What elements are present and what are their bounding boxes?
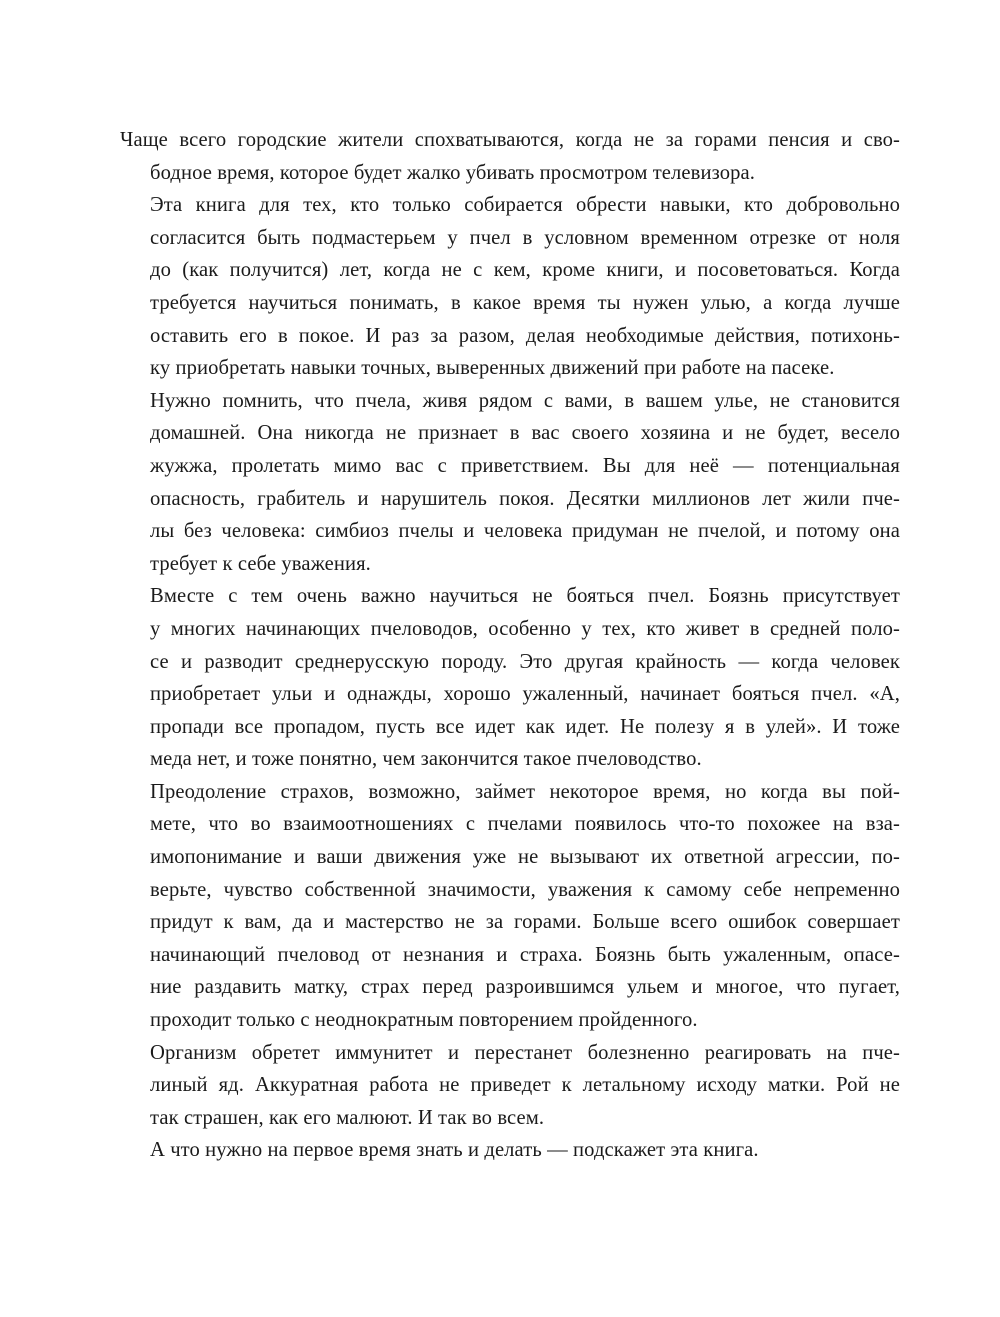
text-line: опасность, грабитель и нарушитель покоя. Десятки миллионов лет жили пче-	[150, 487, 900, 510]
text-line: требуется научиться понимать, в какое время ты нужен улью, а когда лучше	[150, 291, 900, 314]
text-line: имопонимание и ваши движения уже не вызывают их ответной агрессии, по-	[150, 846, 900, 869]
text-line: пропади все пропадом, пусть все идет как идет. Не полезу я в улей». И тоже	[150, 715, 900, 738]
text-line: лы без человека: симбиоз пчелы и человека придуман не пчелой, и потому она	[150, 520, 900, 543]
text-line: у многих начинающих пчеловодов, особенно у тех, кто живет в средней поло-	[150, 617, 900, 640]
text-line: Вместе с тем очень важно научиться не бояться пчел. Боязнь присутствует	[150, 585, 900, 608]
text-line: домашней. Она никогда не признает в вас своего хозяина и не будет, весело	[150, 422, 900, 445]
paragraph-5	[120, 776, 900, 1037]
text-line: мете, что во взаимоотношениях с пчелами появилось что-то похожее на вза-	[150, 813, 900, 836]
text-line: до (как получится) лет, когда не с кем, кроме книги, и посоветоваться. Когда	[150, 259, 900, 282]
text-line: проходит только с неоднократным повторением пройденного.	[150, 1009, 698, 1032]
text-line: жужжа, пролетать мимо вас с приветствием. Вы для неё — потенциальная	[150, 454, 900, 477]
text-line: придут к вам, да и мастерство не за горами. Больше всего ошибок совершает	[150, 911, 900, 934]
body-text	[120, 124, 900, 1167]
text-line: Нужно помнить, что пчела, живя рядом с вами, в вашем улье, не становится	[150, 389, 900, 412]
paragraph-3	[120, 385, 900, 581]
text-line: се и разводит среднерусскую породу. Это другая крайность — когда человек	[150, 650, 900, 673]
text-line: Организм обретет иммунитет и перестанет болезненно реагировать на пче-	[150, 1041, 900, 1064]
text-line: согласится быть подмастерьем у пчел в условном временном отрезке от ноля	[150, 226, 900, 249]
paragraph-2	[120, 189, 900, 385]
text-line: верьте, чувство собственной значимости, уважения к самому себе непременно	[150, 878, 900, 901]
text-line: Преодоление страхов, возможно, займет некоторое время, но когда вы пой-	[150, 780, 900, 803]
text-line: требует к себе уважения.	[150, 552, 371, 575]
text-line: так страшен, как его малюют. И так во всем.	[150, 1106, 545, 1129]
text-line: оставить его в покое. И раз за разом, делая необходимые действия, потихонь-	[150, 324, 900, 347]
text-line: ние раздавить матку, страх перед разроившимся ульем и многое, что пугает,	[150, 976, 900, 999]
paragraph-7	[120, 1134, 900, 1167]
text-line: меда нет, и тоже понятно, чем закончится такое пчеловодство.	[150, 748, 702, 771]
text-line: приобретает ульи и однажды, хорошо ужаленный, начинает бояться пчел. «А,	[150, 683, 900, 706]
text-line: Эта книга для тех, кто только собирается обрести навыки, кто добровольно	[150, 194, 900, 217]
text-line: А что нужно на первое время знать и делать — подскажет эта книга.	[150, 1139, 759, 1162]
paragraph-6	[120, 1037, 900, 1135]
text-line: Чаще всего городские жители спохватываются, когда не за горами пенсия и сво-	[120, 129, 900, 151]
paragraph-4	[120, 580, 900, 776]
paragraph-1	[120, 124, 900, 189]
text-line: линый яд. Аккуратная работа не приведет к летальному исходу матки. Рой не	[150, 1074, 900, 1097]
text-line: бодное время, которое будет жалко убивать просмотром телевизора.	[150, 161, 755, 184]
text-line: начинающий пчеловод от незнания и страха. Боязнь быть ужаленным, опасе-	[150, 943, 900, 966]
text-line: ку приобретать навыки точных, выверенных движений при работе на пасеке.	[150, 357, 835, 380]
